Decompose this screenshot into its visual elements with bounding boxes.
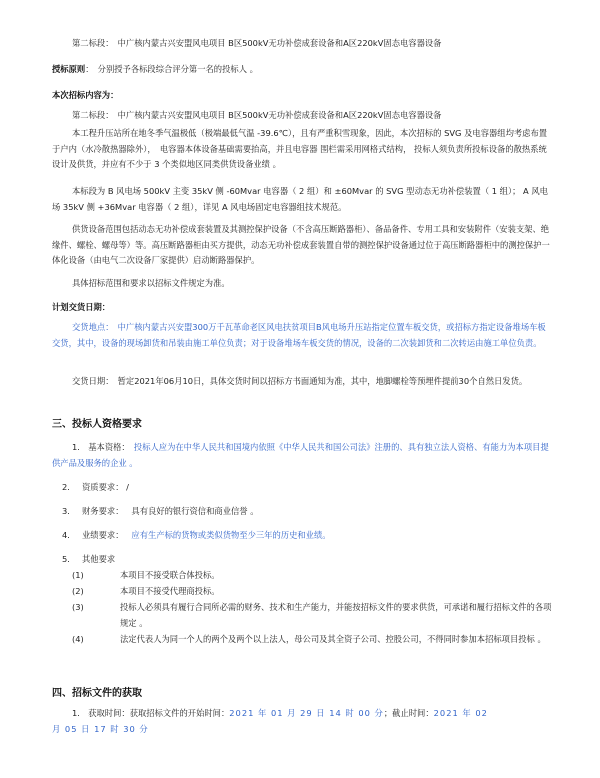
lot2-line-scope: 第二标段： 中广核内蒙古兴安盟风电项目 B区500kV无功补偿成套设备和A区220kV固态电容器设备	[72, 110, 442, 120]
sub-item-4-num: (4)	[72, 634, 84, 644]
req-item-4-text: 应有生产标的货物或类似货物至少三年的历史和业绩。	[131, 530, 331, 540]
req-item-3-text: 具有良好的银行资信和商业信誉 。	[131, 506, 259, 516]
req-item-3-label: 财务要求：	[82, 506, 124, 516]
end-time-part-a: 2021 年 02	[433, 708, 488, 718]
sub-item-3	[72, 600, 552, 631]
req-item-4	[62, 528, 331, 543]
delivery-date: 交货日期： 暂定2021年06月10日，具体交货时间以招标方书面通知为准，其中，地脚螺栓等预埋件提前30个自然日发货。	[72, 376, 528, 386]
sub-item-4	[72, 632, 552, 648]
req-item-2-num: 2.	[62, 482, 70, 492]
acquire-time	[52, 706, 552, 737]
req-item-5-label: 其他要求	[82, 554, 116, 564]
req-item-1-text: 投标人应为在中华人民共和国境内依照《中华人民共和国公司法》注册的、具有独立法人资格、有能力为本项目提供产品及服务的企业 。	[52, 442, 549, 468]
sub-item-3-num: (3)	[72, 602, 84, 612]
lot2-line-top: 第二标段： 中广核内蒙古兴安盟风电项目 B区500kV无功补偿成套设备和A区220kV固态电容器设备	[72, 38, 442, 48]
sub-item-2-text: 本项目不接受代理商投标。	[120, 586, 220, 596]
req-item-3-num: 3.	[62, 506, 70, 516]
req-item-4-label: 业绩要求：	[82, 530, 124, 540]
scope-para-2: 本标段为 B 风电场 500kV 主变 35kV 侧 -60Mvar 电容器（ 2 组）和 ±60Mvar 的 SVG 型动态无功补偿装置（ 1 组）； A 风电场 35kV 侧 +36Mvar 电容器（ 2 组），详见 A 风电场固定电容器组技术规范。	[52, 186, 548, 212]
end-time-label: ；截止时间：	[383, 708, 434, 718]
req-item-4-num: 4.	[62, 530, 70, 540]
req-item-2-text: /	[126, 482, 129, 492]
req-item-1-label: 基本资格：	[88, 442, 126, 452]
sub-item-1-num: (1)	[72, 570, 84, 580]
delivery-title: 计划交货日期：	[52, 302, 111, 312]
section3-title: 三、投标人资格要求	[52, 419, 142, 430]
scope-para-1: 本工程升压站所在地冬季气温极低（极端最低气温 -39.6℃），且有严重积雪现象，因此，本次招标的 SVG 及电容器组均考虑布置于户内（水冷散热器除外）， 电容器本体设备基础需要抬高，并且电容器 围栏需采用网格式结构， 投标人须负责所投标设备的散热系统设计及供货，并应有不少于 3 个类似地区同类供货设备业绩 。	[52, 128, 548, 169]
req-item-5	[62, 552, 115, 567]
section4-title: 四、招标文件的获取	[52, 688, 142, 699]
delivery-place: 交货地点： 中广核内蒙古兴安盟300万千瓦革命老区风电扶贫项目B风电场升压站指定位置车板交货，或招标方指定设备堆场车板交货，其中，设备的现场卸货和吊装由施工单位负责；对于设备堆场车板交货的情况，设备的二次装卸货和二次转运由施工单位负责。	[52, 322, 546, 348]
req-item-5-num: 5.	[62, 554, 70, 564]
scope-para-4: 具体招标范围和要求以招标文件规定为准。	[72, 278, 230, 288]
sub-item-2	[72, 584, 552, 600]
scope-title: 本次招标内容为：	[52, 90, 119, 100]
sub-item-2-num: (2)	[72, 586, 84, 596]
start-time: 2021 年 01 月 29 日 14 时 00 分	[229, 708, 384, 718]
req-item-2-label: 资质要求：	[82, 482, 124, 492]
award-text: ： 分别授予各标段综合评分第一名的投标人 。	[85, 64, 258, 74]
req-item-2	[62, 480, 129, 495]
acquire-time-label: 1. 获取时间：获取招标文件的开始时间：	[72, 708, 230, 718]
scope-para-3: 供货设备范围包括动态无功补偿成套装置及其测控保护设备（不含高压断路器柜）、备品备件、专用工具和安装附件（安装支架、绝缘件、螺栓、螺母等）等。高压断路器柜由买方提供，动态无功补偿成套装置自带的测控保护设备通过位于高压断路器柜中的测控保护一体化设备（由电气二次设备厂家提供）启动断路器保护。	[52, 224, 550, 265]
award-label: 授标原则	[52, 64, 86, 74]
award-principle	[52, 62, 552, 78]
sub-item-1	[72, 568, 552, 584]
sub-item-4-text: 法定代表人为同一个人的两个及两个以上法人，母公司及其全资子公司、控股公司，不得同时参加本招标项目投标 。	[120, 634, 546, 644]
sub-item-3-text: 投标人必须具有履行合同所必需的财务、技术和生产能力，并能按招标文件的要求供货，可承诺和履行招标文件的各项规定 。	[120, 602, 552, 628]
req-item-3	[62, 504, 259, 519]
end-time-part-b: 月 05 日 17 时 30 分	[52, 723, 149, 734]
sub-item-1-text: 本项目不接受联合体投标。	[120, 570, 220, 580]
req-item-1	[52, 440, 552, 471]
req-item-1-num: 1.	[72, 442, 80, 452]
